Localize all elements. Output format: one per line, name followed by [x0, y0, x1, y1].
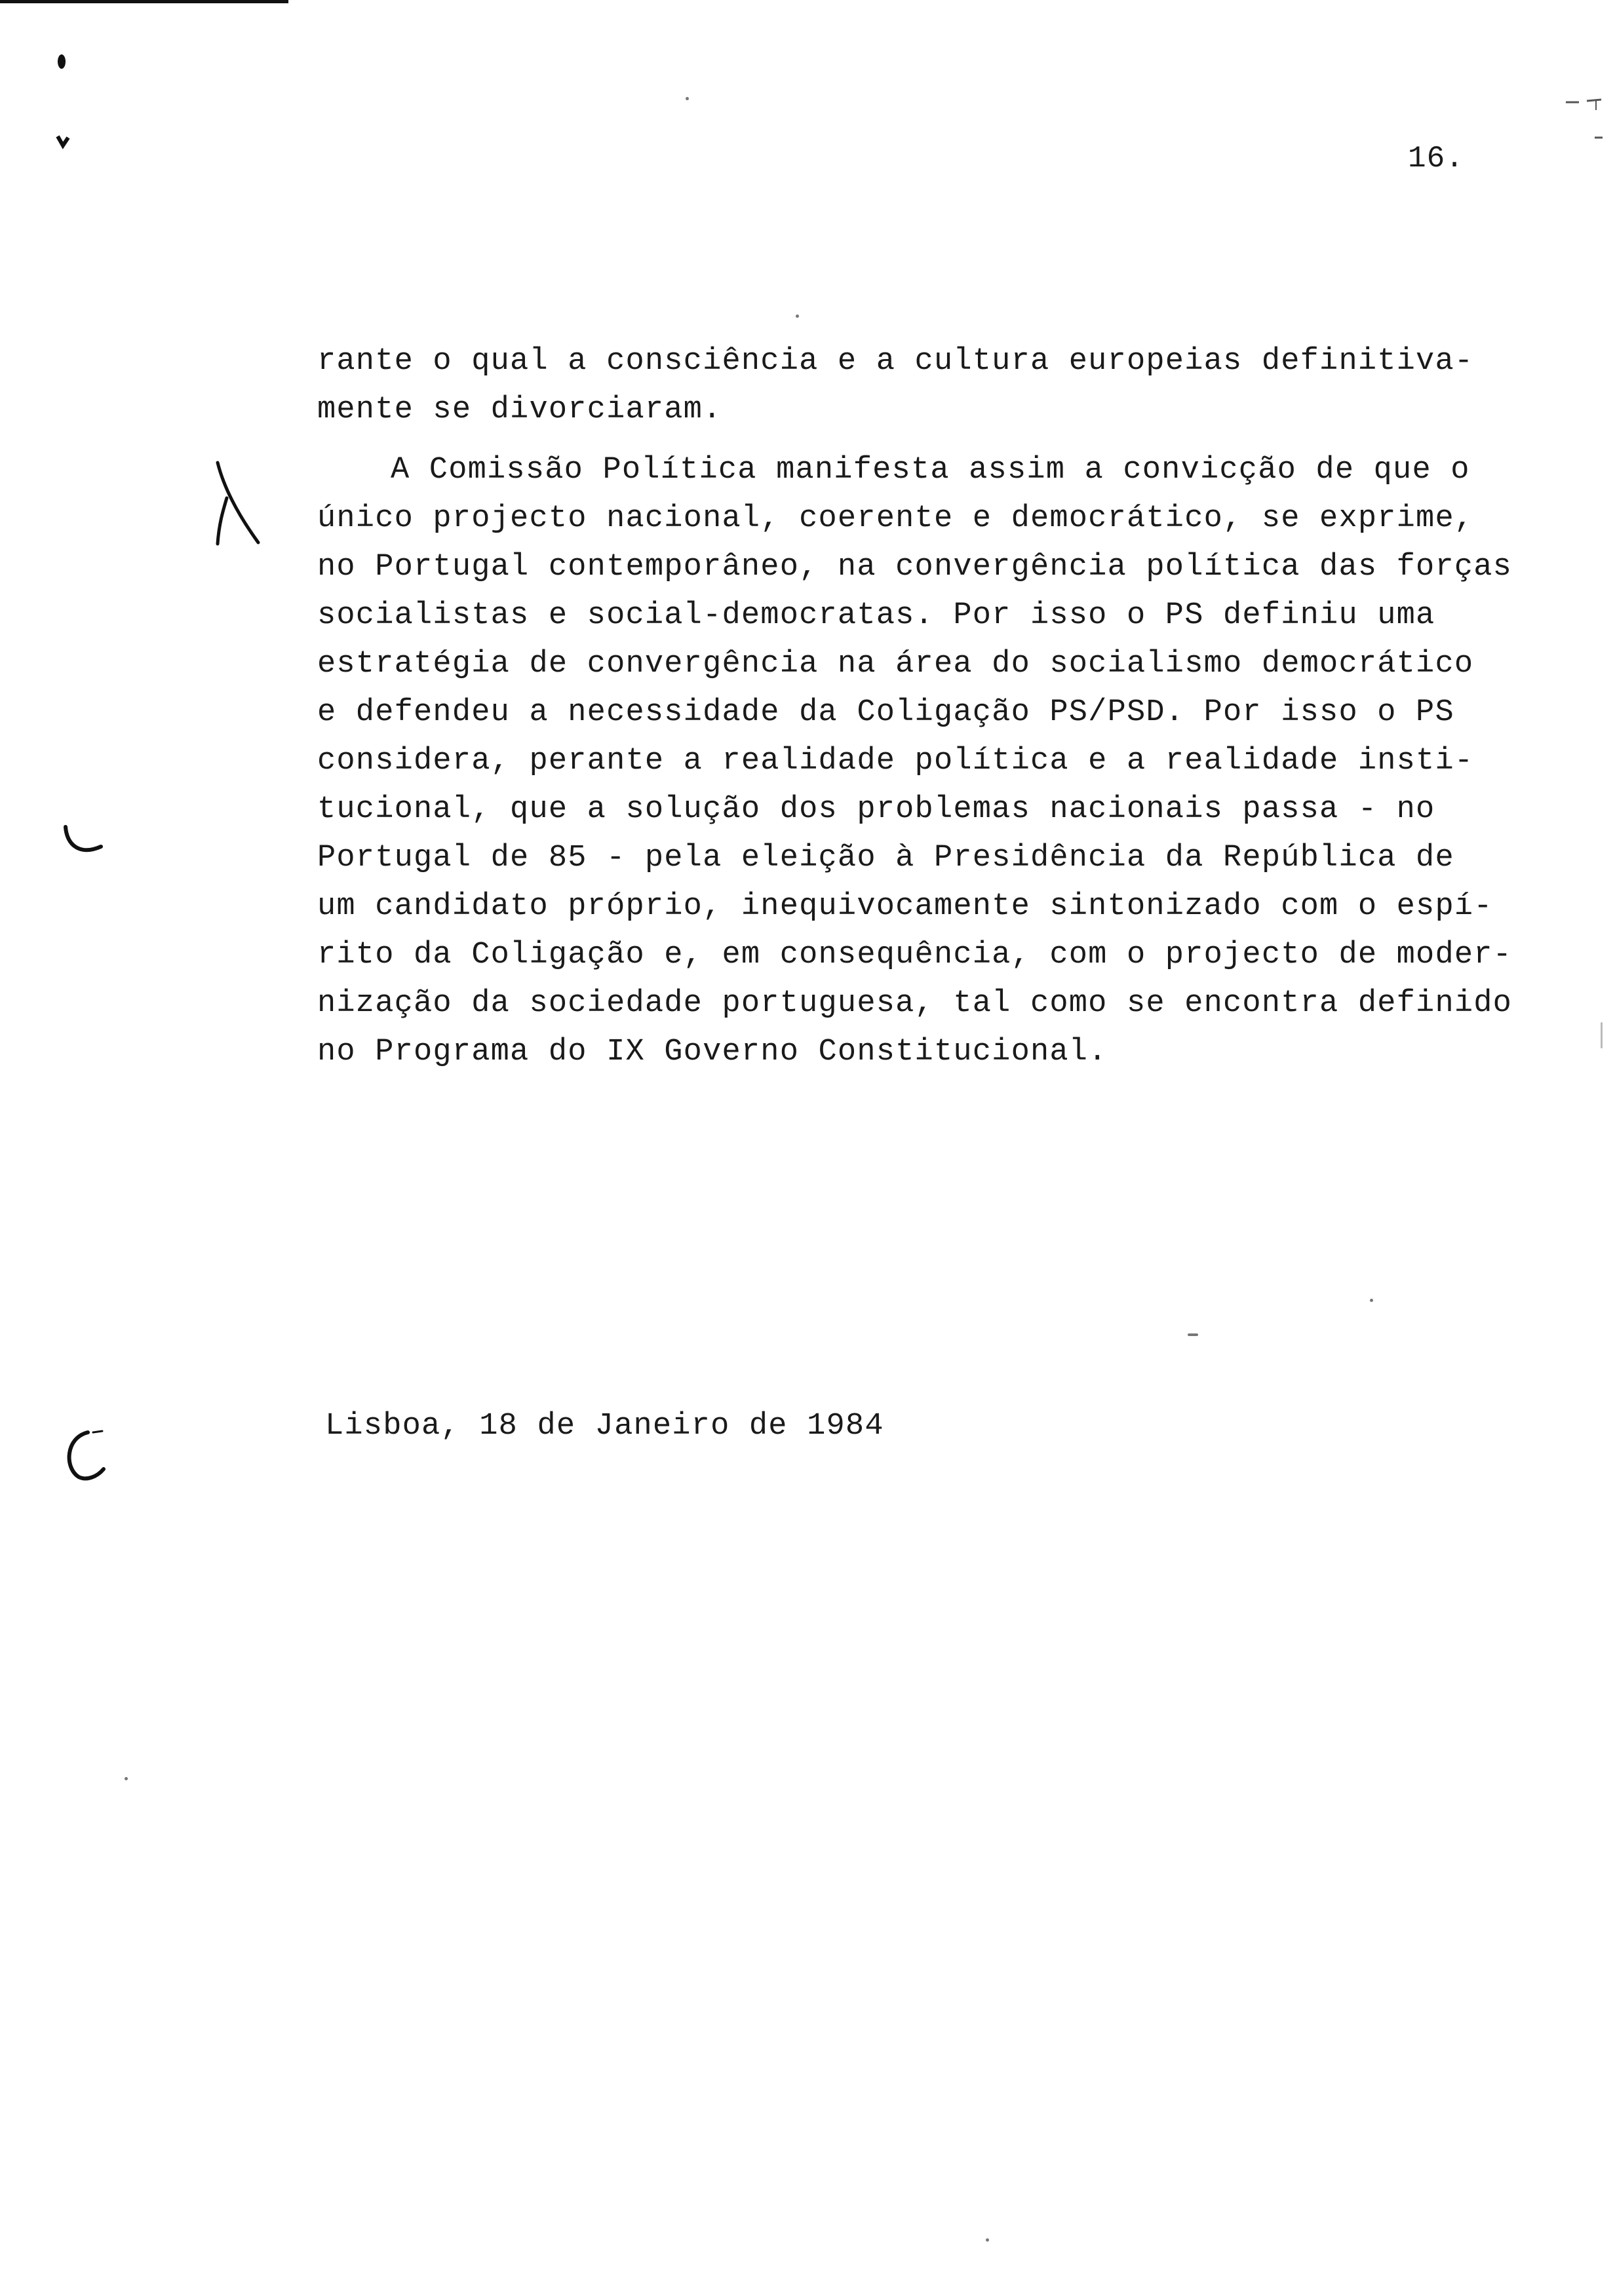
- page-number: 16.: [1408, 142, 1464, 176]
- text-line: [317, 883, 1549, 931]
- text-line: [317, 446, 1549, 495]
- scan-dot: [1370, 1299, 1373, 1302]
- text-line: [317, 786, 1549, 834]
- scan-dot: [796, 315, 799, 318]
- text-line-content: no Programa do IX Governo Constitucional.: [317, 1035, 1108, 1069]
- paragraph-gap: [317, 434, 1549, 446]
- text-line-content: um candidato próprio, inequivocamente sintonizado com o espí-: [317, 889, 1493, 924]
- text-line: [317, 337, 1549, 386]
- text-line: [317, 495, 1549, 543]
- handwritten-curve-mark: [60, 1422, 113, 1487]
- text-line: [317, 1028, 1549, 1077]
- scan-dot: [1601, 1022, 1603, 1048]
- text-line-content: socialistas e social-democratas. Por isso o PS definiu uma: [317, 598, 1435, 633]
- text-line-content: A Comissão Política manifesta assim a convicção de que o: [391, 453, 1470, 488]
- text-line: [317, 834, 1549, 883]
- corner-mark: [1563, 92, 1609, 151]
- text-line: [317, 689, 1549, 737]
- body-text: [317, 337, 1549, 1077]
- text-line-content: e defendeu a necessidade da Coligação PS/PSD. Por isso o PS: [317, 695, 1454, 730]
- text-line-content: estratégia de convergência na área do socialismo democrático: [317, 647, 1474, 681]
- scan-dot: [686, 97, 689, 100]
- text-line-content: no Portugal contemporâneo, na convergência política das forças: [317, 550, 1513, 584]
- handwritten-lambda-mark: [204, 459, 263, 550]
- text-line: [317, 737, 1549, 786]
- place-date-signoff: Lisboa, 18 de Janeiro de 1984: [325, 1409, 884, 1444]
- text-line-content: rante o qual a consciência e a cultura europeias definitiva-: [317, 344, 1474, 379]
- text-line-content: rito da Coligação e, em consequência, com o projecto de moder-: [317, 938, 1513, 972]
- text-line: [317, 931, 1549, 980]
- scan-dot: [986, 2238, 989, 2242]
- handwritten-check-mark: [60, 819, 106, 865]
- text-line: [317, 640, 1549, 689]
- text-line-content: nização da sociedade portuguesa, tal como se encontra definido: [317, 986, 1513, 1021]
- scan-dot: [1188, 1333, 1198, 1336]
- text-line: [317, 980, 1549, 1028]
- scan-speck-mark: [52, 50, 79, 161]
- text-line-content: Portugal de 85 - pela eleição à Presidência da República de: [317, 841, 1454, 875]
- scan-dot: [125, 1777, 128, 1780]
- scan-edge-rule: [0, 0, 288, 3]
- text-line: [317, 386, 1549, 434]
- text-line-content: único projecto nacional, coerente e democrático, se exprime,: [317, 501, 1474, 536]
- text-line-content: mente se divorciaram.: [317, 392, 722, 427]
- text-line-content: considera, perante a realidade política e a realidade insti-: [317, 744, 1474, 778]
- text-line-content: tucional, que a solução dos problemas nacionais passa - no: [317, 792, 1435, 827]
- text-line: [317, 592, 1549, 640]
- text-line: [317, 543, 1549, 592]
